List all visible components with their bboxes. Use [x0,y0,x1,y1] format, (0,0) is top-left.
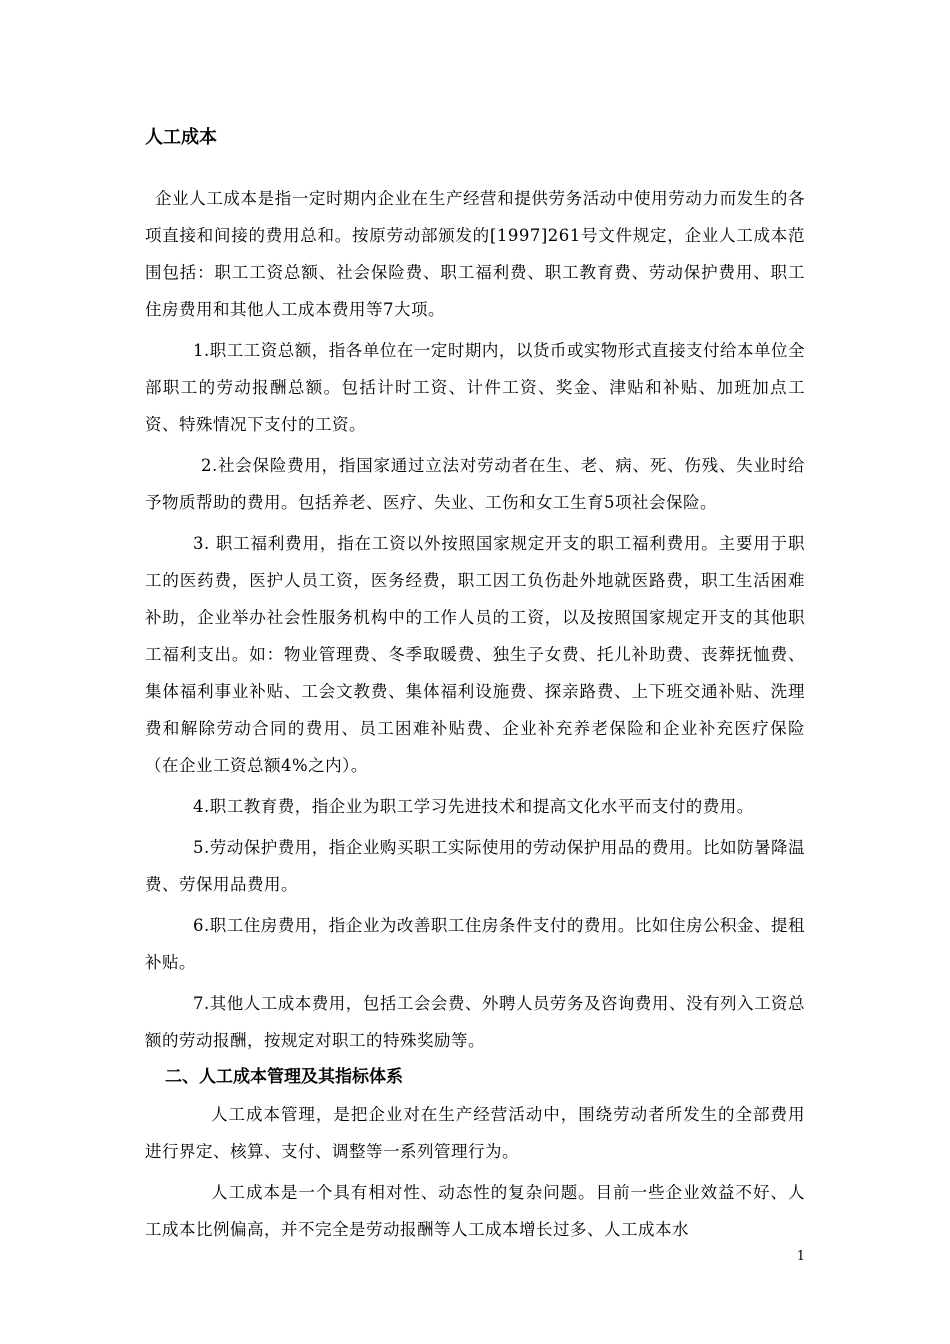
paragraph-item-6: 6.职工住房费用，指企业为改善职工住房条件支付的费用。比如住房公积金、提租补贴。 [145,916,805,972]
document-body [145,180,805,1248]
paragraph-item-3: 3. 职工福利费用，指在工资以外按照国家规定开支的职工福利费用。主要用于职工的医药费，医护人员工资，医务经费，职工因工负伤赴外地就医路费，职工生活困难补助，企业举办社会性服务机构中的工作人员的工资，以及按照国家规定开支的其他职工福利支出。如：物业管理费、冬季取暖费、独生子女费、托儿补助费、丧葬抚恤费、集体福利事业补贴、工会文教费、集体福利设施费、探亲路费、上下班交通补贴、洗理费和解除劳动合同的费用、员工困难补贴费、企业补充养老保险和企业补充医疗保险（在企业工资总额4%之内）。 [145,534,805,775]
paragraph-item-1: 1.职工工资总额，指各单位在一定时期内，以货币或实物形式直接支付给本单位全部职工的劳动报酬总额。包括计时工资、计件工资、奖金、津贴和补贴、加班加点工资、特殊情况下支付的工资。 [145,341,805,434]
paragraph-item-7: 7.其他人工成本费用，包括工会会费、外聘人员劳务及咨询费用、没有列入工资总额的劳动报酬，按规定对职工的特殊奖励等。 [145,994,805,1050]
document-title: 人工成本 [145,127,217,148]
page-number: 1 [796,1249,805,1264]
paragraph-intro: 企业人工成本是指一定时期内企业在生产经营和提供劳务活动中使用劳动力而发生的各项直接和间接的费用总和。按原劳动部颁发的[1997]261号文件规定，企业人工成本范围包括：职工工资总额、社会保险费、职工福利费、职工教育费、劳动保护费用、职工住房费用和其他人工成本费用等7大项。 [145,189,805,319]
paragraph-item-5: 5.劳动保护费用，指企业购买职工实际使用的劳动保护用品的费用。比如防暑降温费、劳保用品费用。 [145,838,805,894]
paragraph-item-4: 4.职工教育费，指企业为职工学习先进技术和提高文化水平而支付的费用。 [193,797,754,816]
section-2-paragraph-1: 人工成本管理，是把企业对在生产经营活动中，围绕劳动者所发生的全部费用进行界定、核算、支付、调整等一系列管理行为。 [145,1105,805,1161]
section-2-paragraph-2: 人工成本是一个具有相对性、动态性的复杂问题。目前一些企业效益不好、人工成本比例偏高，并不完全是劳动报酬等人工成本增长过多、人工成本水 [145,1183,805,1239]
paragraph-item-2: 2.社会保险费用，指国家通过立法对劳动者在生、老、病、死、伤残、失业时给予物质帮助的费用。包括养老、医疗、失业、工伤和女工生育5项社会保险。 [145,456,805,512]
section-2-heading: 二、人工成本管理及其指标体系 [165,1067,403,1087]
